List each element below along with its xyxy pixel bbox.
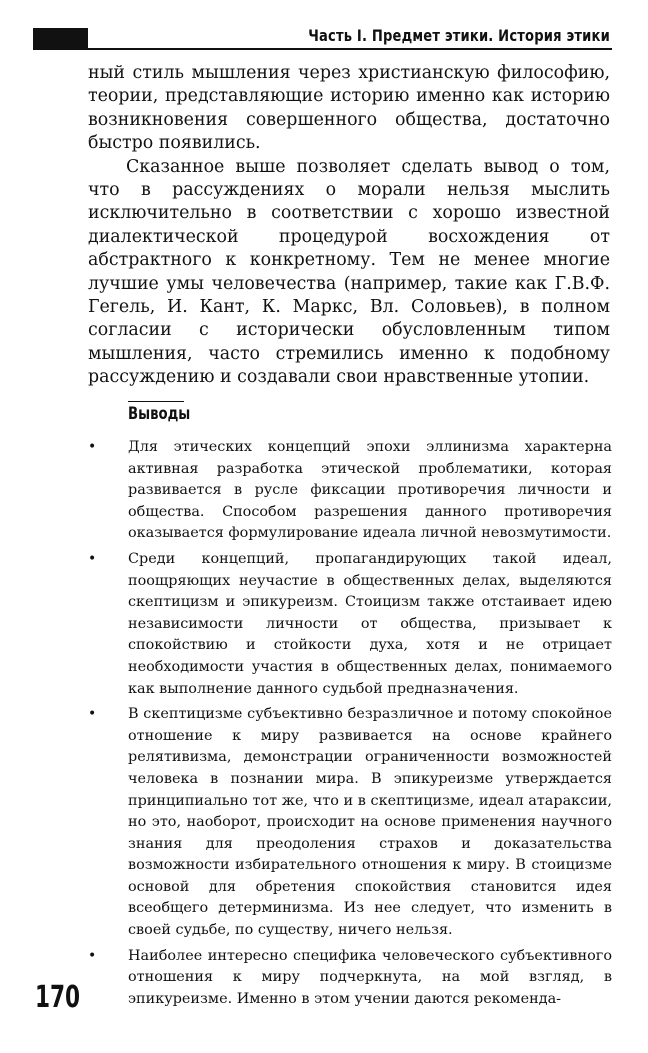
- bullet-icon: •: [88, 439, 97, 455]
- section-heading-rule: [128, 401, 184, 402]
- paragraph-conclusion: Сказанное выше позволяет сделать вывод о том, что в рассуждениях о морали нельзя мыслить исключительно в соответствии с хорошо известной диалектической процедурой восхождения от абстрактного к конкретному. Тем не менее многие лучшие умы человечества (например, такие как Г.В.Ф. Гегель, И. Кант, К. Маркс, Вл. Соловьев), в полном согласии с исторически обусловленным типом мышления, часто стремились именно к подобному рассуждению и создавали свои нравственные утопии.: [88, 156, 610, 388]
- list-item-text: Среди концепций, пропагандирующих такой идеал, поощряющих неучастие в общественных делах, выделяются скептицизм и эпикуреизм. Стоицизм также отстаивает идею независимости личности от общества, призывает к спокойствию и стойкости духа, хотя и не отрицает необходимости участия в общественных делах, понимаемого как выполнение данного судьбой предназначения.: [128, 550, 612, 697]
- main-text-block: [88, 62, 610, 390]
- list-item: [88, 704, 612, 942]
- conclusions-list: [88, 437, 612, 1014]
- bullet-icon: •: [88, 706, 97, 723]
- page-number: 170: [35, 980, 81, 1015]
- list-item-text: Наиболее интересно специфика человеческого субъективного отношения к миру подчеркнута, на мой взгляд, в эпикуреизме. Именно в этом учении даются рекоменда-: [128, 947, 612, 1007]
- list-item-text: В скептицизме субъективно безразличное и потому спокойное отношение к миру развивается на основе крайнего релятивизма, демонстрации ограниченности возможностей человека в познании мира. В эпикуреизме утверждается принципиально тот же, что и в скептицизме, идеал атараксии, но это, наоборот, происходит на основе применения научного знания для преодоления страхов и доказательства возможности избирательного отношения к миру. В стоицизме основой для обретения спокойствия становится идея всеобщего детерминизма. Из нее следует, что изменить в своей судьбе, по существу, ничего нельзя.: [128, 706, 612, 939]
- list-item: [88, 437, 612, 545]
- list-item: [88, 549, 612, 700]
- section-heading: Выводы: [128, 404, 191, 424]
- bullet-icon: •: [88, 550, 97, 567]
- list-item-text: Для этических концепций эпохи эллинизма характерна активная разработка этической проблематики, которая развивается в русле фиксации противоречия личности и общества. Способом разрешения данного противоречия оказывается формулирование идеала личной невозмутимости.: [128, 439, 612, 542]
- paragraph-continuation: ный стиль мышления через христианскую философию, теории, представляющие историю именно как историю возникновения совершенного общества, достаточно быстро появились.: [88, 63, 610, 154]
- bullet-icon: •: [88, 947, 97, 964]
- running-header-title: Часть I. Предмет этики. История этики: [308, 26, 610, 45]
- list-item: [88, 946, 612, 1011]
- header-black-bar: [33, 28, 88, 48]
- header-rule: [33, 48, 612, 50]
